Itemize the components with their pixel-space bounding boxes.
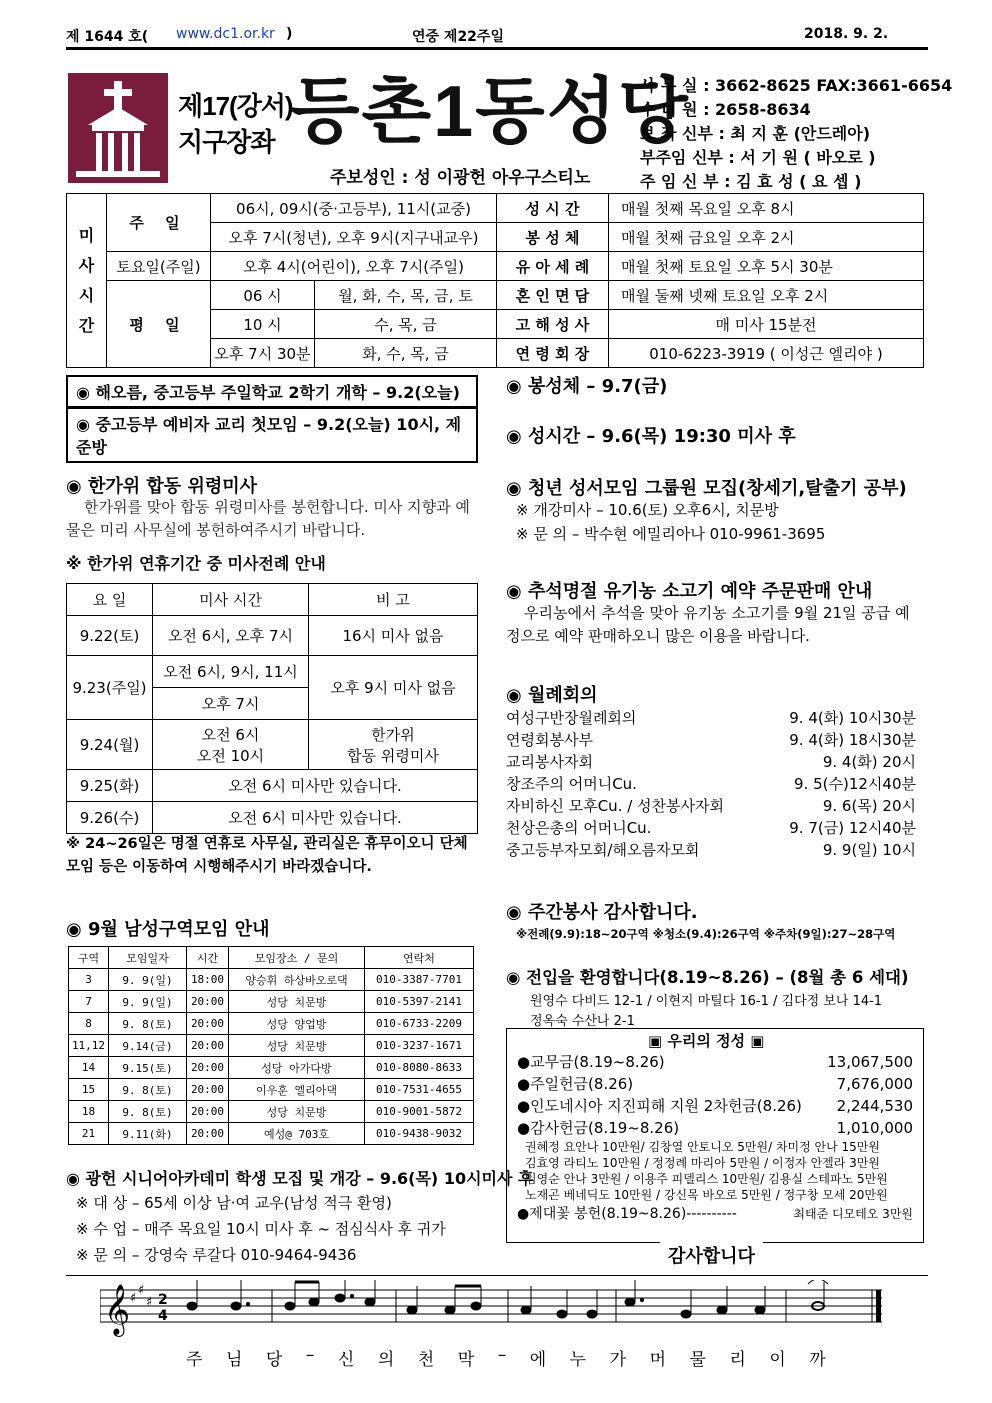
- lyric-syllable: 막: [457, 1350, 475, 1370]
- meeting-time: 9. 5(수)12시40분: [794, 775, 916, 793]
- saturday-times: 오후 4시(어린이), 오후 7시(주일): [211, 252, 497, 281]
- group-cell: 14: [69, 1057, 109, 1079]
- lyric-syllable: 물: [689, 1350, 706, 1370]
- svg-text:♯: ♯: [146, 1295, 153, 1310]
- list-item: [506, 817, 916, 839]
- holiday-time: 오전 6시, 9시, 11시: [153, 656, 309, 688]
- holiday-note-line: 한가위: [371, 725, 415, 744]
- svg-text:♯: ♯: [138, 1283, 145, 1298]
- parish-title: 등촌1동성당: [290, 72, 690, 152]
- pastor: 주 임 신 부 : 김 효 성 ( 요 셉 ): [640, 172, 862, 191]
- district-label: [178, 88, 293, 160]
- group-cell: 9.14(금): [109, 1035, 187, 1057]
- parish-logo: [68, 73, 168, 183]
- hymn-lyrics: [186, 1345, 826, 1370]
- funeral-head-label: 연 령 회 장: [497, 339, 609, 368]
- group-cell: 9. 9(일): [109, 969, 187, 991]
- offering-amount: 13,067,500: [827, 1053, 913, 1071]
- meeting-time: 9. 4(화) 20시: [822, 753, 916, 771]
- group-cell: 9. 8(토): [109, 1079, 187, 1101]
- group-header: 시간: [187, 947, 229, 969]
- convent-phone: 수 녀 원 : 2658-8634: [640, 100, 811, 119]
- meeting-time: 9. 6(목) 20시: [822, 797, 916, 815]
- altar-flowers: ●제대꽃 봉헌(8.19~8.26)----------: [517, 1206, 737, 1222]
- funeral-head-desc: 010-6223-3919 ( 이성근 엘리야 ): [609, 339, 924, 368]
- district-line-1: 제17(강서): [178, 91, 293, 121]
- lyric-syllable: 이: [769, 1350, 786, 1370]
- holiday-header-time: 미사 시간: [153, 584, 309, 616]
- offering-amount: 7,676,000: [836, 1075, 913, 1093]
- issue-date: 2018. 9. 2.: [804, 26, 889, 42]
- notice-school: ◉ 해오름, 중고등부 주일학교 2학기 개학 – 9.2(오늘): [66, 375, 478, 408]
- lyric-syllable: 주: [186, 1350, 203, 1370]
- welcome-title: ◉ 전입을 환영합니다(8.19~8.26) – (8월 총 6 세대): [506, 968, 909, 987]
- svg-text:4: 4: [158, 1308, 168, 1324]
- group-cell: 8: [69, 1013, 109, 1035]
- weekday-label: 평 일: [107, 281, 211, 368]
- lyric-syllable: –: [497, 1345, 507, 1365]
- welcome-line-1: 원영수 다비드 12-1 / 이현지 마틸다 16-1 / 김다정 보나 14-1: [530, 994, 883, 1009]
- meeting-time: 9. 4(화) 10시30분: [789, 709, 916, 727]
- group-cell: 20:00: [187, 1079, 229, 1101]
- service-title: ◉ 주간봉사 감사합니다.: [506, 902, 698, 923]
- lyric-syllable: 에: [529, 1350, 547, 1370]
- group-cell: 3: [69, 969, 109, 991]
- holiday-note-text: ※ 24~26일은 명절 연휴로 사무실, 관리실은 휴무이오니 단체모임 등은 이동하여 시행해주시기 바라겠습니다.: [66, 836, 468, 875]
- offering-name: ●주일헌금(8.26): [517, 1075, 634, 1093]
- donor-line: 노재곤 베네딕도 10만원 / 강신목 바오로 5만원 / 정구창 모세 20만원: [525, 1188, 888, 1202]
- meeting-name: 여성구반장월례회의: [506, 709, 637, 727]
- donor-line: 김효영 라티노 10만원 / 정정례 마리아 5만원 / 이정자 안젤라 3만원: [525, 1156, 880, 1170]
- list-item: [506, 751, 916, 773]
- footer-rule: [66, 1275, 928, 1276]
- eucharist-notice: ◉ 봉성체 – 9.7(금): [506, 376, 668, 397]
- sunday-times-2: 오후 7시(청년), 오후 9시(지구내교우): [211, 223, 497, 252]
- memorial-title: ◉ 한가위 합동 위령미사: [66, 476, 257, 497]
- eucharist-desc: 매월 첫째 금요일 오후 2시: [609, 223, 924, 252]
- group-cell: 010-5397-2141: [365, 991, 474, 1013]
- list-item: [506, 839, 916, 861]
- lyric-syllable: 머: [649, 1350, 666, 1370]
- group-cell: 010-3237-1671: [365, 1035, 474, 1057]
- list-item: [506, 795, 916, 817]
- group-cell: 20:00: [187, 1123, 229, 1145]
- contact-info: [640, 74, 952, 194]
- assistant-priest: 보 좌 신부 : 최 지 훈 (안드레아): [640, 124, 871, 143]
- bible-opening: ※ 개강미사 – 10.6(토) 오후6시, 치문방: [516, 501, 779, 519]
- group-cell: 20:00: [187, 1013, 229, 1035]
- baptism-label: 유 아 세 례: [497, 252, 609, 281]
- weekday-days-3: 화, 수, 목, 금: [315, 339, 497, 368]
- holiday-day: 9.24(월): [67, 720, 153, 770]
- holiday-time: 오후 7시: [153, 688, 309, 720]
- mass-side-label: 미사시간: [67, 194, 107, 368]
- monthly-title: ◉ 월례회의: [506, 685, 598, 706]
- list-item: [506, 773, 916, 795]
- meeting-name: 연령회봉사부: [506, 731, 593, 749]
- holy-hour-label: 성 시 간: [497, 194, 609, 223]
- group-cell: 성당 치문방: [229, 991, 365, 1013]
- group-cell: 010-6733-2209: [365, 1013, 474, 1035]
- group-header: 모임장소 / 문의: [229, 947, 365, 969]
- group-cell: 20:00: [187, 1101, 229, 1123]
- issue-close: ): [286, 26, 293, 42]
- lyric-syllable: 당: [265, 1350, 283, 1370]
- marriage-desc: 매월 둘째 넷째 토요일 오후 2시: [609, 281, 924, 310]
- memorial-body: 한가위를 맞아 합동 위령미사를 봉헌합니다. 미사 지향과 예물은 미리 사무실에 봉헌하여주시기 바랍니다.: [66, 498, 470, 539]
- offering-amount: 1,010,000: [836, 1119, 913, 1137]
- bible-title: ◉ 청년 성서모임 그룹원 모집(창세기,탈출기 공부): [506, 478, 907, 499]
- welcome-line-2: 정옥숙 수산나 2-1: [530, 1014, 635, 1029]
- senior-class: ※ 수 업 – 매주 목요일 10시 미사 후 ~ 점심식사 후 귀가: [76, 1220, 446, 1238]
- baptism-desc: 매월 첫째 토요일 오후 5시 30분: [609, 252, 924, 281]
- thanks-text: 감사합니다: [660, 1242, 763, 1268]
- lyric-syllable: 의: [377, 1350, 395, 1370]
- holiday-mass-table: [66, 583, 478, 834]
- svg-text:𝄞: 𝄞: [104, 1284, 131, 1335]
- header-rule: [66, 47, 928, 50]
- holiday-time: [153, 720, 309, 770]
- offering-amount: 2,244,530: [836, 1097, 913, 1115]
- offering-name: ●교무금(8.19~8.26): [517, 1053, 665, 1071]
- notice-catechumen: ◉ 중고등부 예비자 교리 첫모임 – 9.2(오늘) 10시, 제준방: [66, 407, 478, 463]
- holiday-day: 9.22(토): [67, 616, 153, 656]
- group-cell: 010-9438-9032: [365, 1123, 474, 1145]
- holiday-time: 오전 6시 미사만 있습니다.: [153, 802, 478, 834]
- meeting-name: 교리봉사자회: [506, 753, 593, 771]
- meeting-name: 자비하신 모후Cu. / 성찬봉사자회: [506, 797, 724, 815]
- group-cell: 20:00: [187, 1035, 229, 1057]
- list-item: [506, 729, 916, 751]
- group-cell: 성당 양업방: [229, 1013, 365, 1035]
- weekday-days-2: 수, 목, 금: [315, 310, 497, 339]
- group-cell: 010-9001-5872: [365, 1101, 474, 1123]
- group-cell: 9.15(토): [109, 1057, 187, 1079]
- group-cell: 9. 8(토): [109, 1013, 187, 1035]
- group-meeting-table: [68, 946, 474, 1145]
- confession-desc: 매 미사 15분전: [609, 310, 924, 339]
- list-item: [507, 1095, 923, 1117]
- office-phone: 사 무 실 : 3662-8625 FAX:3661-6654: [640, 76, 953, 95]
- group-cell: 15: [69, 1079, 109, 1101]
- list-item: [507, 1073, 923, 1095]
- donor-line: 권혜정 요안나 10만원/ 김창열 안토니오 5만원/ 차미정 안나 15만원: [525, 1140, 880, 1154]
- lyric-syllable: 님: [225, 1350, 243, 1370]
- lyric-syllable: 누: [569, 1350, 587, 1370]
- group-cell: 성당 치문방: [229, 1101, 365, 1123]
- groups-title: ◉ 9월 남성구역모임 안내: [66, 919, 270, 940]
- holy-hour-desc: 매월 첫째 목요일 오후 8시: [609, 194, 924, 223]
- lyric-syllable: 리: [729, 1350, 746, 1370]
- group-cell: 이우훈 엘리아댁: [229, 1079, 365, 1101]
- holiday-time: 오전 6시, 오후 7시: [153, 616, 309, 656]
- holiday-note: 16시 미사 없음: [309, 616, 478, 656]
- senior-title: ◉ 광헌 시니어아카데미 학생 모집 및 개강 – 9.6(목) 10시미사 후: [66, 1169, 534, 1188]
- associate-priest: 부주임 신부 : 서 기 원 ( 바오로 ): [640, 148, 876, 167]
- group-cell: 21: [69, 1123, 109, 1145]
- holiday-time-line: 오전 6시: [201, 725, 260, 744]
- group-header: 모임일자: [109, 947, 187, 969]
- group-header: 연락처: [365, 947, 474, 969]
- table-row: [69, 1013, 474, 1035]
- list-item: [507, 1117, 923, 1139]
- lyric-syllable: –: [305, 1345, 315, 1365]
- group-cell: 18:00: [187, 969, 229, 991]
- svg-text:2: 2: [158, 1292, 168, 1308]
- holiday-day: 9.25(화): [67, 770, 153, 802]
- confession-label: 고 해 성 사: [497, 310, 609, 339]
- weekday-time-1: 06 시: [211, 281, 315, 310]
- offering-box: [506, 1028, 924, 1243]
- issue-number: 제 1644 호(: [66, 29, 149, 45]
- mass-schedule-table: [66, 193, 924, 368]
- group-cell: 9.11(화): [109, 1123, 187, 1145]
- bible-contact: ※ 문 의 – 박수현 에밀리아나 010-9961-3695: [516, 525, 826, 543]
- senior-contact: ※ 문 의 – 강영숙 루갈다 010-9464-9436: [76, 1246, 357, 1264]
- holiday-header-note: 비 고: [309, 584, 478, 616]
- church-icon: [68, 73, 168, 183]
- meeting-time: 9. 4(화) 18시30분: [789, 731, 916, 749]
- monthly-list: [506, 707, 916, 861]
- list-item: [507, 1203, 923, 1225]
- holiday-time-line: 오전 10시: [196, 746, 265, 765]
- group-cell: 18: [69, 1101, 109, 1123]
- holiday-day: 9.23(주일): [67, 656, 153, 720]
- meeting-time: 9. 9(일) 10시: [822, 841, 916, 859]
- offering-name: ●감사헌금(8.19~8.26): [517, 1119, 680, 1137]
- list-item: [506, 707, 916, 729]
- holiday-note-line: 합동 위령미사: [347, 746, 439, 765]
- group-cell: 9. 9(일): [109, 991, 187, 1013]
- offering-title: ▣ 우리의 정성 ▣: [648, 1032, 765, 1050]
- patron-saint: 주보성인 : 성 이광헌 아우구스티노: [330, 168, 591, 188]
- sunday-label: 주 일: [107, 194, 211, 252]
- beef-body: 우리농에서 추석을 맞아 유기농 소고기를 9월 21일 공급 예정으로 예약 판매하오니 많은 이용을 바랍니다.: [506, 604, 910, 645]
- table-row: [69, 1079, 474, 1101]
- table-row: [69, 1057, 474, 1079]
- service-detail: ※전례(9.9):18~20구역 ※청소(9.4):26구역 ※주차(9일):27~28구역: [516, 927, 896, 941]
- svg-text:♯: ♯: [130, 1291, 137, 1306]
- meeting-name: 중고등부자모회/해오름자모회: [506, 841, 700, 859]
- table-row: [69, 991, 474, 1013]
- group-cell: 9. 8(토): [109, 1101, 187, 1123]
- district-line-2: 지구장좌: [178, 127, 275, 157]
- group-cell: 20:00: [187, 991, 229, 1013]
- senior-target: ※ 대 상 – 65세 이상 남·여 교우(남성 적극 환영): [76, 1194, 392, 1212]
- lyric-syllable: 신: [337, 1350, 355, 1370]
- group-cell: 010-3387-7701: [365, 969, 474, 991]
- lyric-syllable: 천: [417, 1350, 435, 1370]
- sunday-times-1: 06시, 09시(중·고등부), 11시(교중): [211, 194, 497, 223]
- holiday-note: 오후 9시 미사 없음: [309, 656, 478, 720]
- weekday-time-3: 오후 7시 30분: [211, 339, 315, 368]
- group-cell: 010-7531-4655: [365, 1079, 474, 1101]
- table-row: [69, 969, 474, 991]
- meeting-time: 9. 7(금) 12시40분: [789, 819, 916, 837]
- offering-name: ●인도네시아 지진피해 지원 2차헌금(8.26): [517, 1097, 802, 1115]
- lyric-syllable: 가: [609, 1350, 627, 1370]
- group-cell: 20:00: [187, 1057, 229, 1079]
- table-row: [69, 1123, 474, 1145]
- group-cell: 성당 아가다방: [229, 1057, 365, 1079]
- group-cell: 010-8080-8633: [365, 1057, 474, 1079]
- music-staff: [100, 1280, 890, 1340]
- lyric-syllable: 까: [809, 1350, 826, 1370]
- donor-line: 임영순 안나 3만원 / 이용주 피델리스 10만원/ 김용실 스테파노 5만원: [525, 1172, 888, 1186]
- list-item: [507, 1051, 923, 1073]
- meeting-name: 천상은총의 어머니Cu.: [506, 819, 652, 837]
- weekday-time-2: 10 시: [211, 310, 315, 339]
- table-row: [69, 1035, 474, 1057]
- group-header: 구역: [69, 947, 109, 969]
- table-row: [69, 1101, 474, 1123]
- group-cell: 성당 치문방: [229, 1035, 365, 1057]
- offering-spacer: [507, 1029, 923, 1051]
- holiday-note: [309, 720, 478, 770]
- beef-title: ◉ 추석명절 유기농 소고기 예약 주문판매 안내: [506, 581, 873, 602]
- website-link[interactable]: www.dc1.or.kr: [176, 26, 275, 42]
- eucharist-label: 봉 성 체: [497, 223, 609, 252]
- holiday-time: 오전 6시 미사만 있습니다.: [153, 770, 478, 802]
- saturday-label: 토요일(주일): [107, 252, 211, 281]
- marriage-label: 혼 인 면 담: [497, 281, 609, 310]
- holiday-subtitle: ※ 한가위 연휴기간 중 미사전례 안내: [66, 554, 326, 573]
- group-cell: 예성@ 703호: [229, 1123, 365, 1145]
- group-cell: 11,12: [69, 1035, 109, 1057]
- weekday-days-1: 월, 화, 수, 목, 금, 토: [315, 281, 497, 310]
- altar-donor: 최태준 디모테오 3만원: [793, 1207, 913, 1221]
- holiday-header-day: 요 일: [67, 584, 153, 616]
- group-cell: 양승휘 하상바오로댁: [229, 969, 365, 991]
- group-cell: 7: [69, 991, 109, 1013]
- meeting-name: 창조주의 어머니Cu.: [506, 775, 637, 793]
- holiday-day: 9.26(수): [67, 802, 153, 834]
- liturgical-week: 연중 제22주일: [412, 29, 504, 45]
- holyhour-notice: ◉ 성시간 – 9.6(목) 19:30 미사 후: [506, 426, 796, 447]
